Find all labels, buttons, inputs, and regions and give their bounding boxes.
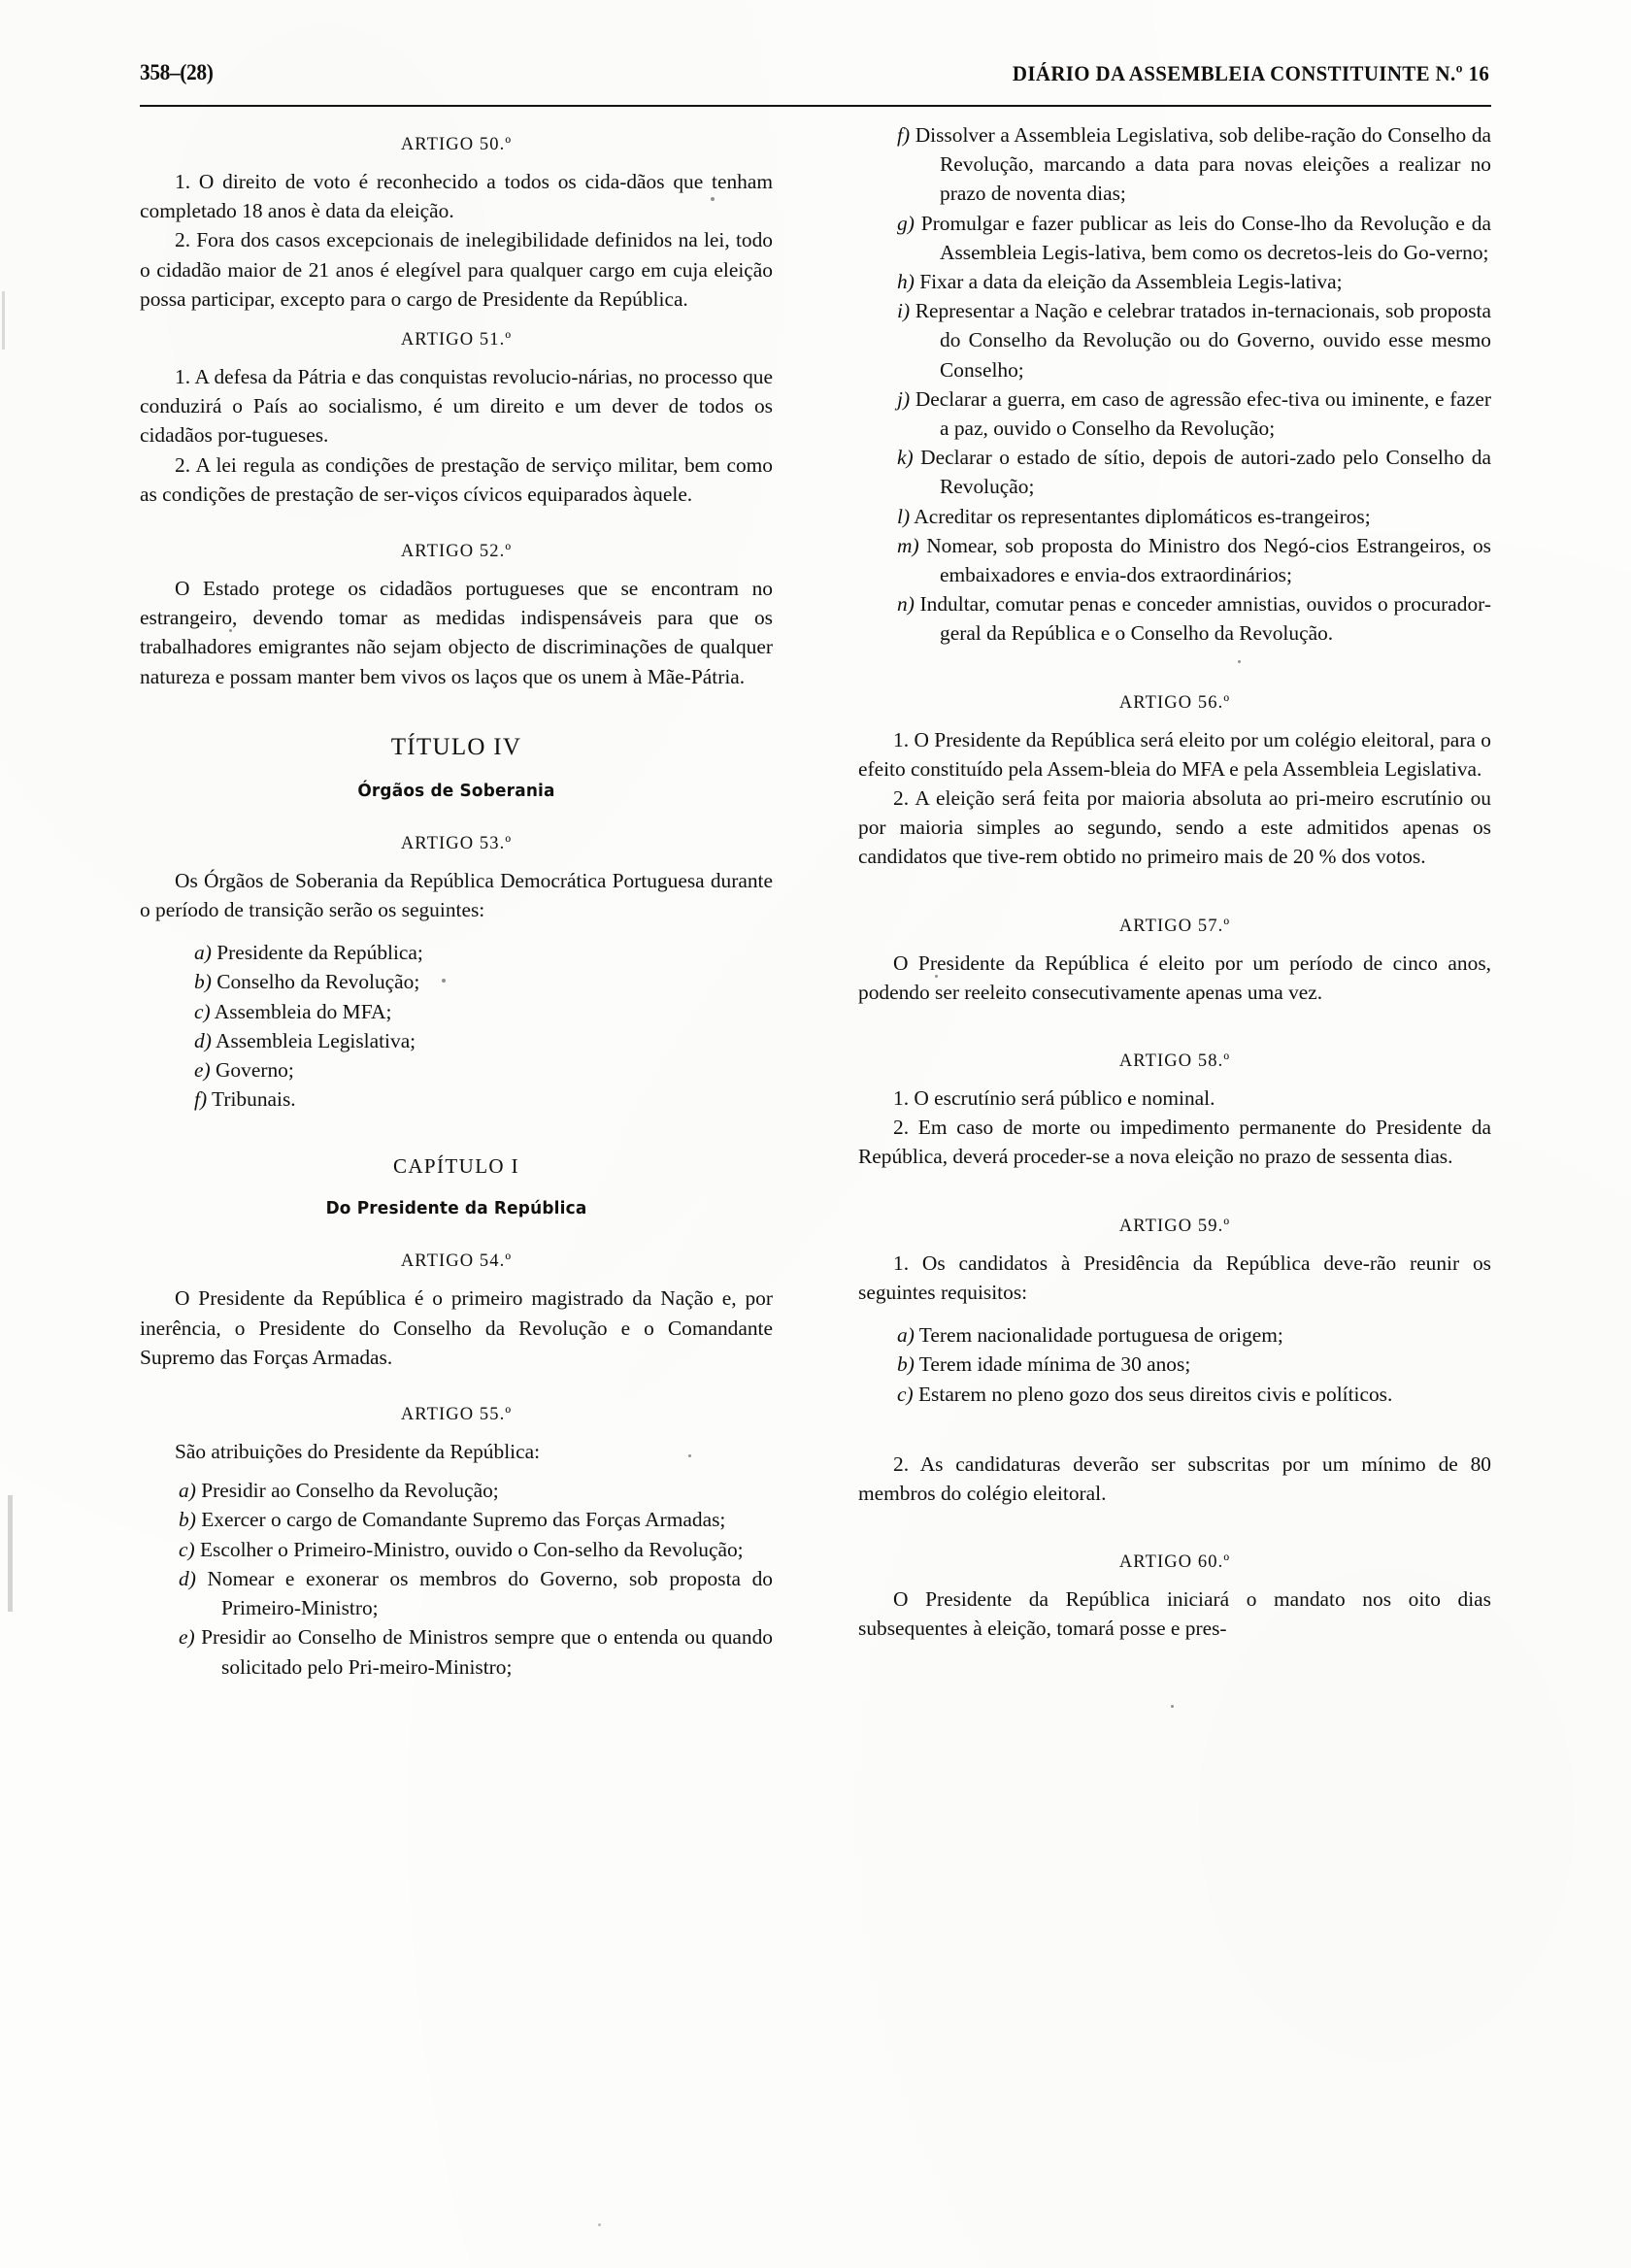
artigo-56-heading: ARTIGO 56.º — [1118, 692, 1231, 713]
list-item — [173, 967, 773, 996]
artigo-51-heading: ARTIGO 51.º — [400, 330, 513, 350]
page-edge-mark — [8, 1495, 13, 1612]
list-item-letter: k) — [897, 446, 914, 470]
artigo-60-heading: ARTIGO 60.º — [1118, 1552, 1231, 1573]
artigo-50-paragraph-1: 1. O direito de voto é reconhecido a todos os cida-dãos que tenham completado 18 anos è data da eleição. — [140, 170, 773, 223]
list-item — [173, 938, 773, 967]
artigo-60-paragraph-1: O Presidente da República iniciará o mandato nos oito dias subsequentes à eleição, tomará posse e pres- — [858, 1587, 1491, 1641]
list-item — [167, 1476, 773, 1505]
artigo-54-paragraph-1: O Presidente da República é o primeiro magistrado da Nação e, por inerência, o Presidente do Conselho da Revolução e o Comandante Supremo das Forças Armadas. — [140, 1286, 773, 1369]
list-item-letter: g) — [897, 211, 915, 235]
list-item — [885, 384, 1491, 443]
list-item-text: Tribunais. — [212, 1087, 296, 1112]
list-item-letter: f) — [194, 1087, 208, 1112]
artigo-51-paragraph-2: 2. A lei regula as condições de prestação de serviço militar, bem como as condições de prestação de ser-viços cívicos equiparados àquele. — [140, 452, 773, 506]
running-head — [140, 60, 1491, 107]
list-item-text: Escolher o Primeiro-Ministro, ouvido o Con-selho da Revolução; — [199, 1537, 744, 1561]
list-item-letter: m) — [897, 533, 919, 557]
artigo-59-list — [858, 1320, 1491, 1409]
list-item-letter: f) — [897, 123, 911, 147]
publication-title: DIÁRIO DA ASSEMBLEIA CONSTITUINTE N.º 16 — [1012, 61, 1489, 85]
list-item — [167, 1535, 773, 1564]
list-item-text: Declarar a guerra, em caso de agressão efec-tiva ou iminente, e fazer a paz, ouvido o Conselho da Revolução; — [915, 386, 1491, 441]
list-item — [167, 1505, 773, 1534]
two-column-body — [140, 118, 1491, 1682]
list-item-text: Terem nacionalidade portuguesa de origem; — [918, 1323, 1283, 1348]
list-item — [885, 1380, 1491, 1409]
list-item-letter: b) — [897, 1352, 915, 1377]
artigo-55-heading: ARTIGO 55.º — [400, 1405, 513, 1425]
list-item-text: Assembleia Legislativa; — [216, 1028, 416, 1052]
list-item-letter: d) — [194, 1028, 212, 1052]
list-item — [885, 502, 1491, 531]
capitulo-i-subtitle: Do Presidente da República — [325, 1198, 587, 1219]
list-item-letter: c) — [179, 1537, 195, 1561]
list-item — [885, 589, 1491, 648]
list-item-letter: n) — [897, 592, 915, 617]
list-item — [167, 1564, 773, 1622]
list-item-letter: c) — [194, 999, 211, 1023]
artigo-50-heading: ARTIGO 50.º — [400, 135, 513, 154]
artigo-56-paragraph-2: 2. A eleição será feita por maioria absoluta ao pri-meiro escrutínio ou por maioria simples ao segundo, sendo a este admitidos apenas os candidatos que tive-rem obtido no primeiro mais de 20 % dos votos. — [858, 786, 1491, 869]
list-item — [173, 1084, 773, 1114]
artigo-58-paragraph-1: 1. O escrutínio será público e nominal. — [893, 1086, 1215, 1111]
list-item — [885, 443, 1491, 501]
list-item-text: Dissolver a Assembleia Legislativa, sob delibe-ração do Conselho da Revolução, marcando a data para novas eleições a realizar no prazo de noventa dias; — [915, 123, 1492, 206]
scan-speck — [1171, 1705, 1174, 1708]
artigo-53-paragraph-1: Os Órgãos de Soberania da República Democrática Portuguesa durante o período de transição serão os seguintes: — [140, 868, 773, 922]
artigo-57-paragraph-1: O Presidente da República é eleito por um período de cinco anos, podendo ser reeleito consecutivamente apenas uma vez. — [858, 951, 1491, 1004]
scan-speck — [598, 2223, 601, 2226]
header-rule — [140, 105, 1491, 107]
list-item — [885, 267, 1491, 296]
list-item-letter: b) — [179, 1508, 196, 1532]
list-item-text: Estarem no pleno gozo dos seus direitos civis e políticos. — [917, 1382, 1393, 1406]
list-item-letter: a) — [179, 1479, 196, 1503]
list-item — [167, 1622, 773, 1681]
artigo-53-list — [140, 938, 773, 1114]
capitulo-i-heading: CAPÍTULO I — [392, 1154, 520, 1179]
list-item — [173, 1026, 773, 1055]
list-item — [885, 209, 1491, 267]
artigo-59-paragraph-1: 1. Os candidatos à Presidência da República deve-rão reunir os seguintes requisitos: — [858, 1251, 1491, 1304]
list-item-letter: e) — [194, 1058, 211, 1083]
artigo-53-heading: ARTIGO 53.º — [400, 833, 513, 853]
list-item-text: Terem idade mínima de 30 anos; — [918, 1352, 1191, 1377]
artigo-59-paragraph-2: 2. As candidaturas deverão ser subscritas por um mínimo de 80 membros do colégio eleitoral. — [858, 1451, 1491, 1505]
artigo-52-paragraph-1: O Estado protege os cidadãos portugueses que se encontram no estrangeiro, devendo tomar as medidas indispensáveis para que os trabalhadores emigrantes não sejam objecto de discriminações de qualquer natureza e possam manter bem vivos os laços que os unem à Mãe-Pátria. — [140, 577, 773, 688]
list-item-text: Conselho da Revolução; — [216, 970, 420, 994]
list-item-letter: l) — [897, 504, 911, 528]
list-item — [885, 1350, 1491, 1379]
artigo-55-list — [140, 1476, 773, 1681]
right-column — [858, 118, 1491, 1682]
list-item-text: Nomear e exonerar os membros do Governo, sob proposta do Primeiro-Ministro; — [207, 1566, 773, 1620]
artigo-50-paragraph-2: 2. Fora dos casos excepcionais de inelegibilidade definidos na lei, todo o cidadão maior de 21 anos é elegível para qualquer cargo em cuja eleição possa participar, excepto para o cargo de Presidente da República. — [140, 228, 773, 311]
artigo-58-paragraph-2: 2. Em caso de morte ou impedimento permanente do Presidente da República, deverá proceder-se a nova eleição no prazo de sessenta dias. — [858, 1116, 1491, 1169]
page-folio: 358–(28) — [140, 60, 214, 84]
list-item-letter: c) — [897, 1382, 914, 1406]
list-item-letter: a) — [194, 941, 212, 965]
titulo-iv-heading: TÍTULO IV — [390, 733, 522, 760]
artigo-51-paragraph-1: 1. A defesa da Pátria e das conquistas revoluciо-nárias, no processo que conduzirá o País ao socialismo, é um direito e um dever de todos os cidadãos por-tugueses. — [140, 365, 773, 448]
list-item-text: Fixar a data da eleição da Assembleia Legis-lativa; — [919, 270, 1343, 294]
list-item-text: Presidir ao Conselho de Ministros sempre que o entenda ou quando solicitado pelo Pri-meiro-Ministro; — [201, 1625, 773, 1679]
list-item-letter: b) — [194, 970, 212, 994]
artigo-56-paragraph-1: 1. O Presidente da República será eleito por um colégio eleitoral, para o efeito constituído pela Assem-bleia do MFA e pela Assembleia Legislativa. — [858, 727, 1491, 781]
left-column — [140, 118, 773, 1682]
list-item-letter: a) — [897, 1323, 915, 1348]
list-item — [885, 1320, 1491, 1350]
list-item — [885, 296, 1491, 384]
list-item-text: Assembleia do MFA; — [214, 999, 392, 1023]
page-edge-mark — [2, 291, 5, 350]
artigo-54-heading: ARTIGO 54.º — [400, 1251, 513, 1272]
list-item-text: Declarar o estado de sítio, depois de autori-zado pelo Conselho da Revolução; — [920, 446, 1491, 499]
list-item — [885, 120, 1491, 209]
titulo-iv-subtitle: Órgãos de Soberania — [357, 780, 555, 801]
list-item-text: Indultar, comutar penas e conceder amnistias, ouvidos o procurador-geral da República e o Conselho da Revolução. — [919, 592, 1491, 646]
list-item-text: Promulgar e fazer publicar as leis do Conse-lho da Revolução e da Assembleia Legis-lativa, bem como os decretos-leis do Go-verno; — [920, 211, 1491, 264]
artigo-52-heading: ARTIGO 52.º — [400, 542, 513, 562]
artigo-58-heading: ARTIGO 58.º — [1118, 1051, 1231, 1072]
artigo-57-heading: ARTIGO 57.º — [1118, 916, 1231, 936]
list-item-letter: e) — [179, 1625, 195, 1650]
list-item — [173, 1055, 773, 1084]
list-item-text: Governo; — [215, 1058, 294, 1083]
list-item-text: Exercer o cargo de Comandante Supremo das Forças Armadas; — [201, 1508, 726, 1532]
list-item-letter: d) — [179, 1566, 196, 1590]
artigo-59-heading: ARTIGO 59.º — [1118, 1216, 1231, 1236]
artigo-55-paragraph-1: São atribuições do Presidente da República: — [175, 1440, 541, 1464]
list-item — [885, 531, 1491, 589]
artigo-55-list-continued — [858, 120, 1491, 649]
list-item-letter: h) — [897, 270, 915, 294]
list-item-text: Presidente da República; — [216, 941, 423, 965]
list-item — [173, 997, 773, 1026]
list-item-letter: i) — [897, 299, 911, 323]
list-item-text: Representar a Nação e celebrar tratados in-ternacionais, sob proposta do Conselho da Revolução ou do Governo, ouvido esse mesmo Conselho; — [915, 299, 1491, 382]
list-item-text: Presidir ao Conselho da Revolução; — [201, 1479, 499, 1503]
list-item-text: Nomear, sob proposta do Ministro dos Negó-cios Estrangeiros, os embaixadores e envia-dos extraordinários; — [926, 533, 1491, 587]
list-item-letter: j) — [897, 386, 911, 411]
list-item-text: Acreditar os representantes diplomáticos es-trangeiros; — [914, 504, 1371, 528]
